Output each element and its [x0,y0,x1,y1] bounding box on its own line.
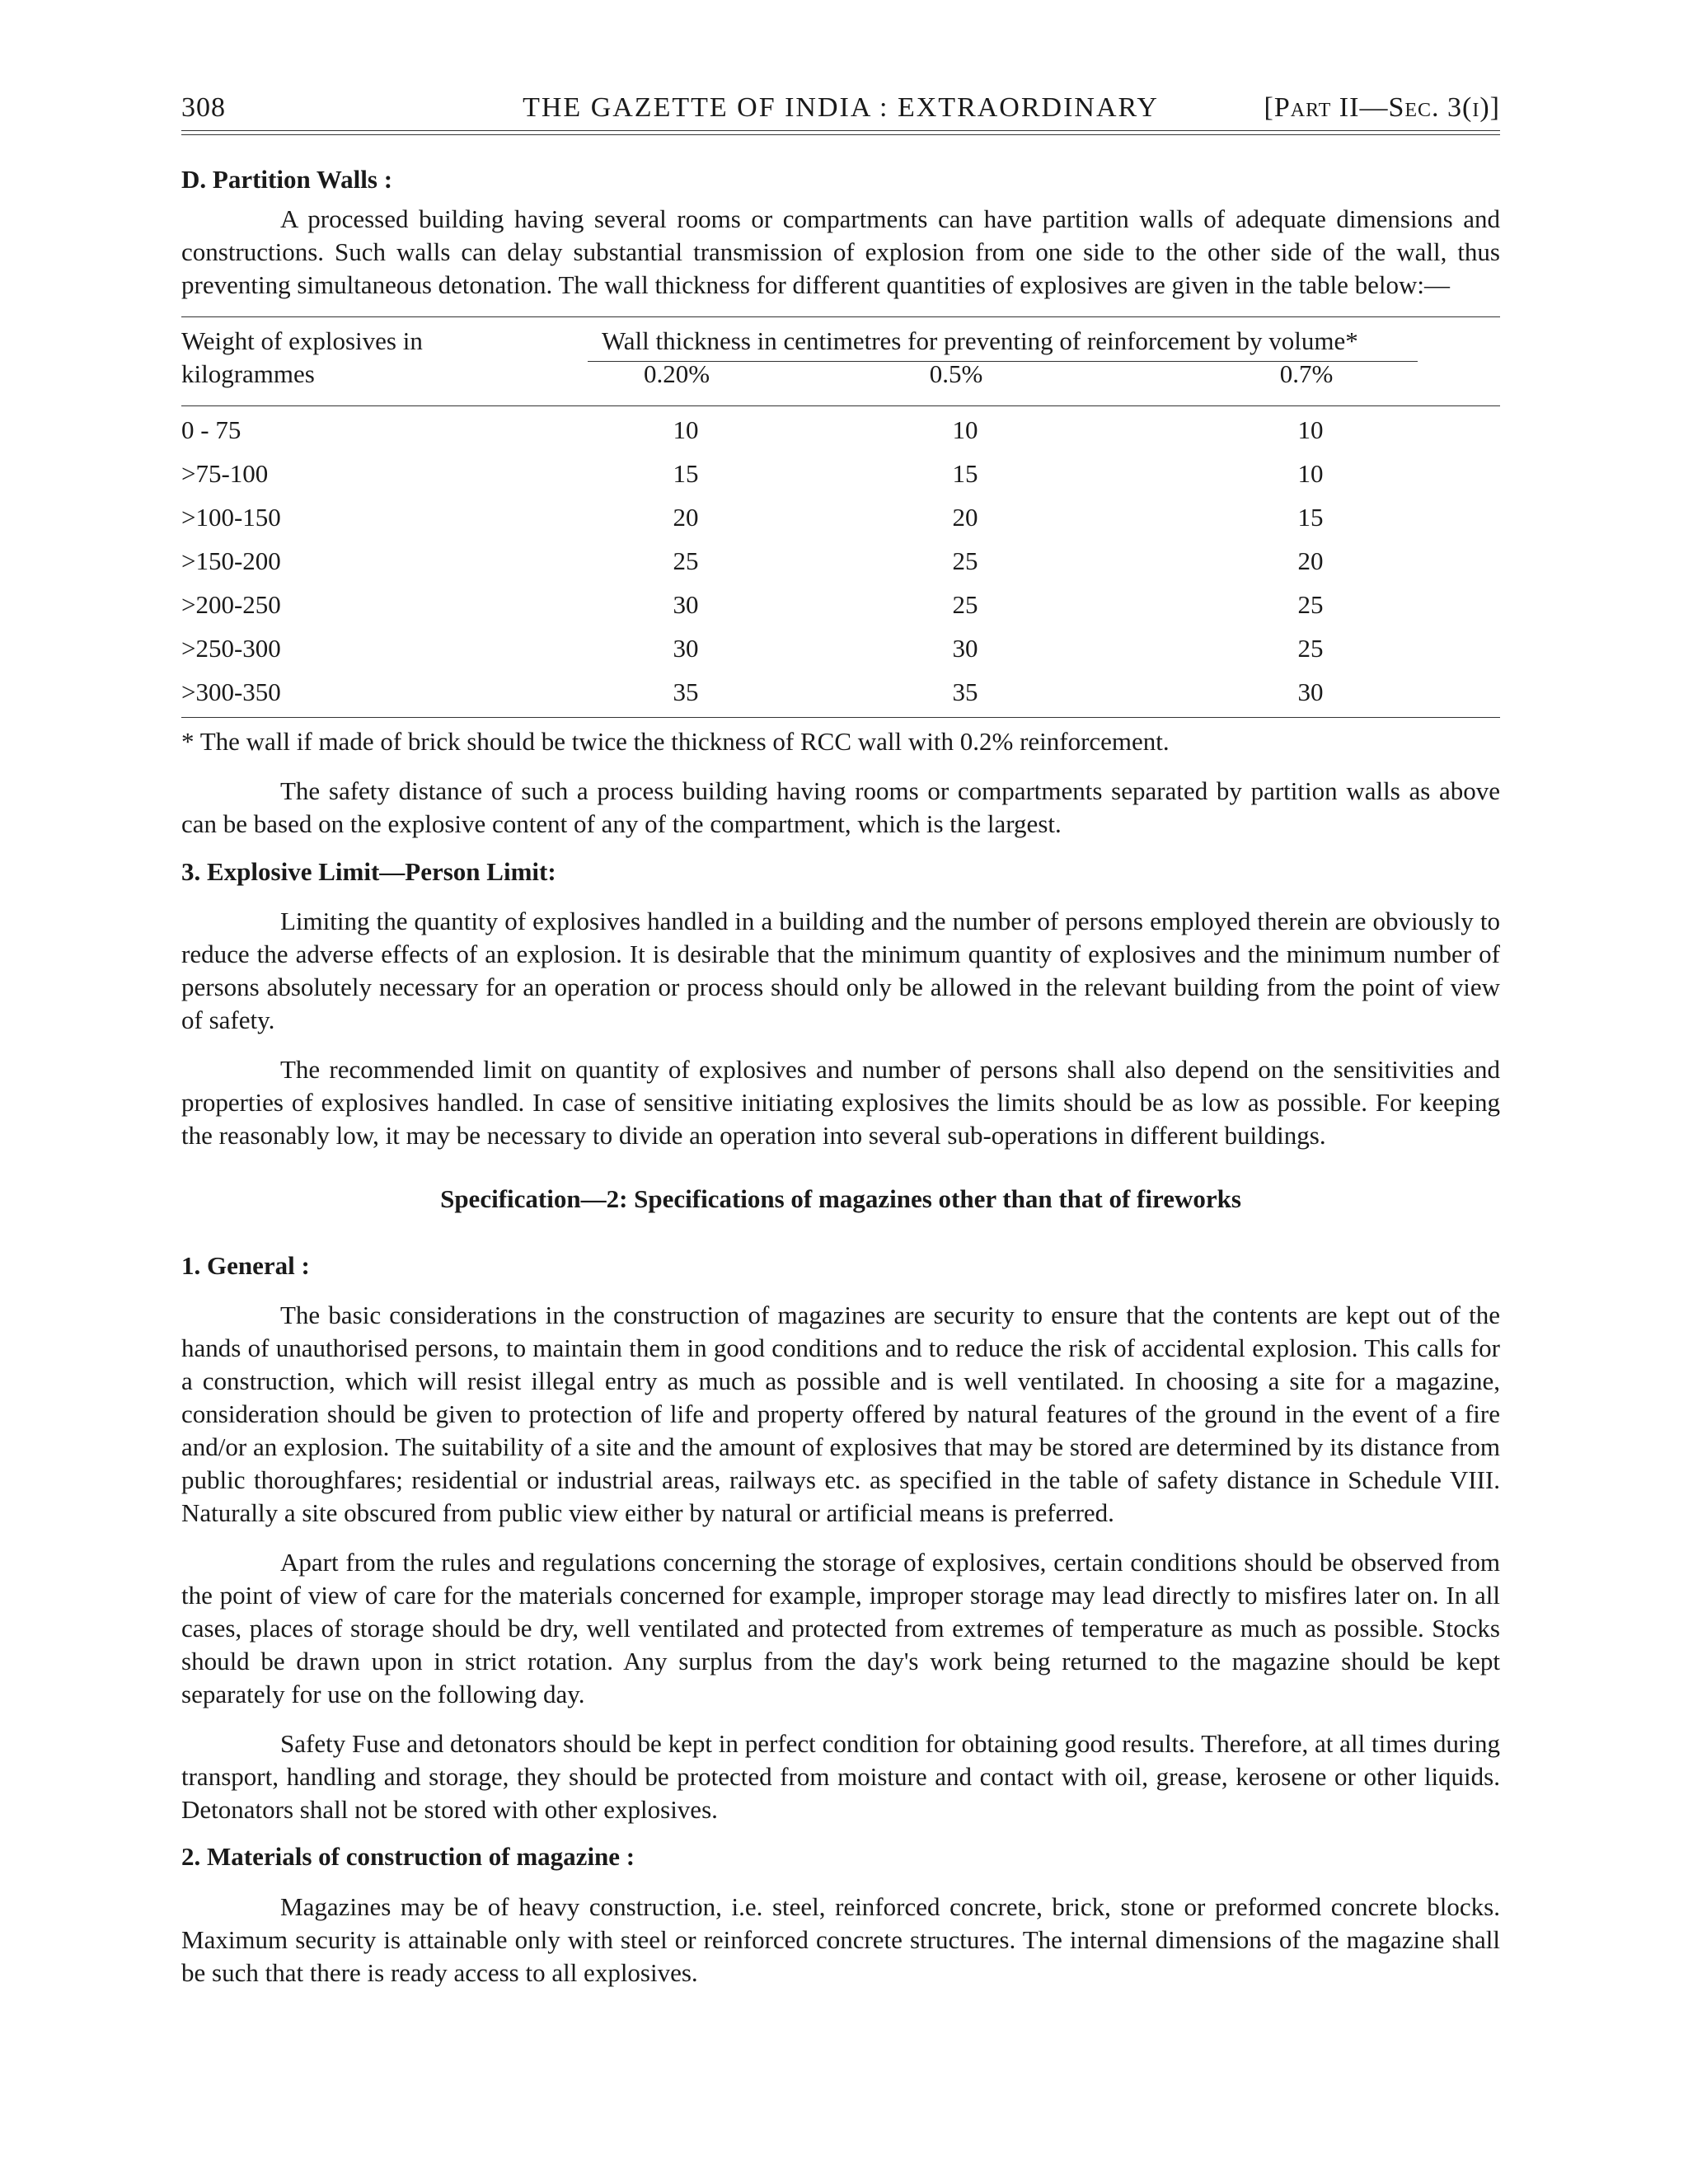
table-header-rule [181,405,1500,406]
col1-header-line1: Weight of explosives in [181,326,423,355]
row-v1: 25 [673,546,699,575]
row-weight: >300-350 [181,677,281,706]
part-section: [Part II—Sec. 3(i)] [1264,92,1500,123]
row-weight: >250-300 [181,634,281,663]
section-3-paragraph-2: The recommended limit on quantity of explosives and number of persons shall also depend on the sensitivities and properties of explosives handled. In case of sensitive initiating explosives the limits should be as low as possible. For keeping the reasonably low, it may be necessary to divide an operation into several sub-operations in different buildings. [181,1055,1500,1150]
row-weight: >150-200 [181,546,281,575]
row-v3: 10 [1297,459,1324,488]
row-weight: >75-100 [181,459,269,488]
row-v1: 15 [673,459,699,488]
row-v2: 15 [952,459,978,488]
subheader-0-5: 0.5% [929,359,983,388]
header-rule [181,130,1500,131]
section-d-heading: D. Partition Walls : [181,165,393,194]
specification-title: Specification—2: Specifications of magazines other than that of fireworks [440,1184,1241,1213]
section-2-paragraph-1: Magazines may be of heavy construction, i.e. steel, reinforced concrete, brick, stone or preformed concrete blocks. Maximum security is attainable only with steel or reinforced concrete structures. The internal dimensions of the magazine shall be such that there is ready access to all explosives. [181,1892,1500,1987]
section-3-heading: 3. Explosive Limit—Person Limit: [181,857,556,886]
row-v3: 30 [1297,677,1324,706]
row-weight: 0 - 75 [181,415,241,444]
header-rule-2 [181,134,1500,135]
subheader-0-20: 0.20% [643,359,710,388]
row-v2: 30 [952,634,978,663]
row-v1: 35 [673,677,699,706]
row-v2: 10 [952,415,978,444]
row-weight: >200-250 [181,590,281,619]
row-v2: 20 [952,503,978,532]
row-v2: 25 [952,546,978,575]
safety-distance-paragraph: The safety distance of such a process building having rooms or compartments separated by partition walls as above can be based on the explosive content of any of the compartment, which is the largest. [181,776,1500,838]
gazette-title: THE GAZETTE OF INDIA : EXTRAORDINARY [523,92,1159,123]
table-top-rule [181,316,1500,317]
section-2-heading: 2. Materials of construction of magazine : [181,1842,635,1871]
row-v3: 25 [1297,634,1324,663]
row-weight: >100-150 [181,503,281,532]
row-v2: 35 [952,677,978,706]
page-header [181,92,1500,134]
section-3-paragraph-1: Limiting the quantity of explosives handled in a building and the number of persons employed therein are obviously to reduce the adverse effects of an explosion. It is desirable that the minimum quantity of explosives and the minimum number of persons absolutely necessary for an operation or process should only be allowed in the relevant building from the point of view of safety. [181,907,1500,1034]
row-v2: 25 [952,590,978,619]
section-1-paragraph-1: The basic considerations in the construction of magazines are security to ensure that the contents are kept out of the hands of unauthorised persons, to maintain them in good conditions and to reduce the risk of accidental explosion. This calls for a construction, which will resist illegal entry as much as possible and is well ventilated. In choosing a site for a magazine, consideration should be given to protection of life and property offered by natural features of the ground in the event of a fire and/or an explosion. The suitability of a site and the amount of explosives that may be stored are determined by its distance from public thoroughfares; residential or industrial areas, railways etc. as specified in the table of safety distance in Schedule VIII. Naturally a site obscured from public view either by natural or artificial means is preferred. [181,1301,1500,1527]
row-v1: 10 [673,415,699,444]
group-header: Wall thickness in centimetres for preventing of reinforcement by volume* [602,326,1358,355]
row-v1: 30 [673,590,699,619]
section-d-paragraph: A processed building having several rooms or compartments can have partition walls of adequate dimensions and constructions. Such walls can delay substantial transmission of explosion from one side to the other side of the wall, thus preventing simultaneous detonation. The wall thickness for different quantities of explosives are given in the table below:— [181,204,1500,299]
page-number: 308 [181,92,226,123]
row-v1: 30 [673,634,699,663]
col1-header-line2: kilogrammes [181,359,315,388]
subheader-0-7: 0.7% [1279,359,1334,388]
row-v3: 10 [1297,415,1324,444]
row-v3: 25 [1297,590,1324,619]
row-v3: 15 [1297,503,1324,532]
section-1-paragraph-3: Safety Fuse and detonators should be kept in perfect condition for obtaining good results. Therefore, at all times during transport, handling and storage, they should be protected from moisture and contact with oil, grease, kerosene or other liquids. Detonators shall not be stored with other explosives. [181,1729,1500,1824]
section-1-heading: 1. General : [181,1251,310,1280]
row-v3: 20 [1297,546,1324,575]
row-v1: 20 [673,503,699,532]
table-footnote: * The wall if made of brick should be twice the thickness of RCC wall with 0.2% reinforcement. [181,727,1170,756]
section-1-paragraph-2: Apart from the rules and regulations concerning the storage of explosives, certain conditions should be observed from the point of view of care for the materials concerned for example, improper storage may lead directly to misfires later on. In all cases, places of storage should be dry, well ventilated and protected from extremes of temperature as much as possible. Stocks should be drawn upon in strict rotation. Any surplus from the day's work being returned to the magazine should be kept separately for use on the following day. [181,1548,1500,1708]
table-bottom-rule [181,717,1500,718]
